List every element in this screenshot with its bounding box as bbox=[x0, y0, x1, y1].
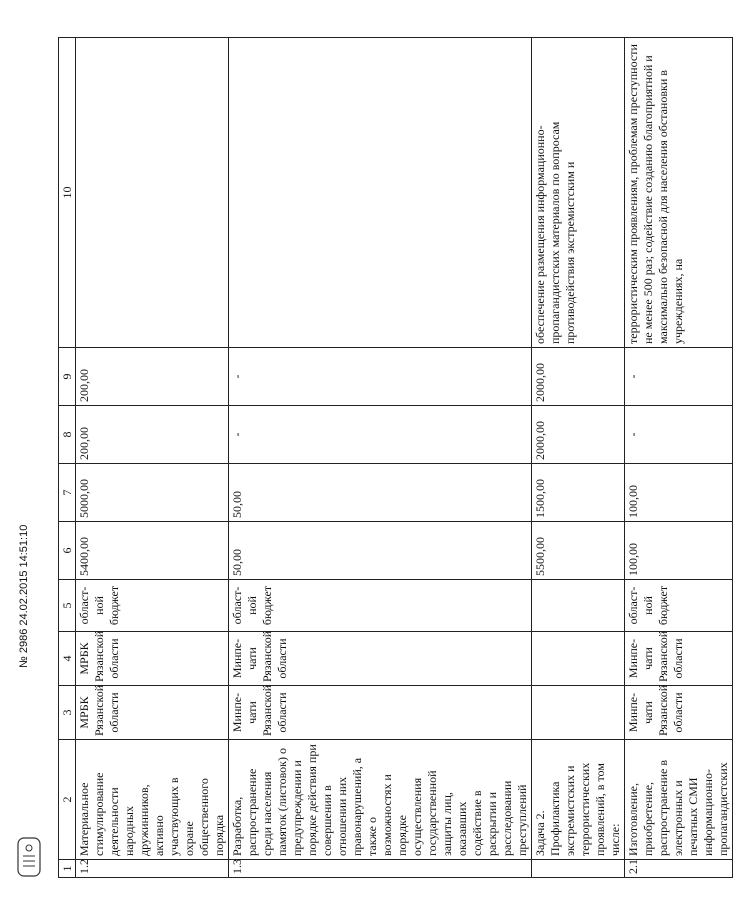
header-cell: 6 bbox=[59, 522, 76, 580]
grant-manager: Минпе-чати Рязанской области bbox=[625, 632, 733, 686]
amount-year1: 50,00 bbox=[229, 464, 532, 522]
amount-year1: 5000,00 bbox=[76, 464, 229, 522]
funding-source: област-ной бюджет bbox=[76, 580, 229, 632]
expected-result bbox=[229, 38, 532, 348]
amount-year2: 2000,00 bbox=[532, 406, 625, 464]
measure-text: Изготовление, приобретение, распространение в электронных и печатных СМИ информационно-пропагандистских bbox=[625, 740, 733, 860]
funding-source: област-ной бюджет bbox=[229, 580, 532, 632]
header-cell: 2 bbox=[59, 740, 76, 860]
amount-year2: - bbox=[229, 406, 532, 464]
expected-result: обеспечение размещения информационно-пропагандистских материалов по вопросам противодействия экстремистским и bbox=[532, 38, 625, 348]
amount-year3: 200,00 bbox=[76, 348, 229, 406]
program-table bbox=[58, 37, 733, 878]
measure-text: Задача 2. Профилактика экстремистских и террористических проявлений, в том числе: bbox=[532, 740, 625, 860]
responsible-executor: Минпе-чати Рязанской области bbox=[229, 686, 532, 740]
responsible-executor bbox=[532, 686, 625, 740]
header-row bbox=[59, 38, 76, 878]
amount-total: 5500,00 bbox=[532, 522, 625, 580]
header-cell: 7 bbox=[59, 464, 76, 522]
table-row bbox=[229, 38, 532, 878]
amount-year3: - bbox=[229, 348, 532, 406]
table-row bbox=[76, 38, 229, 878]
grant-manager: МРБК Рязанской области bbox=[76, 632, 229, 686]
amount-year2: - bbox=[625, 406, 733, 464]
amount-year3: - bbox=[625, 348, 733, 406]
responsible-executor: МРБК Рязанской области bbox=[76, 686, 229, 740]
amount-year1: 1500,00 bbox=[532, 464, 625, 522]
header-cell: 4 bbox=[59, 632, 76, 686]
rotated-table-sheet bbox=[58, 38, 730, 878]
grant-manager: Минпе-чати Рязанской области bbox=[229, 632, 532, 686]
responsible-executor: Минпе-чати Рязанской области bbox=[625, 686, 733, 740]
row-number: 2.1 bbox=[625, 860, 733, 878]
amount-total: 5400,00 bbox=[76, 522, 229, 580]
amount-total: 100,00 bbox=[625, 522, 733, 580]
amount-total: 50,00 bbox=[229, 522, 532, 580]
table-row bbox=[532, 38, 625, 878]
row-number: 1.3 bbox=[229, 860, 532, 878]
registration-stamp-icon bbox=[14, 836, 44, 878]
funding-source bbox=[532, 580, 625, 632]
row-number bbox=[532, 860, 625, 878]
header-cell: 1 bbox=[59, 860, 76, 878]
header-cell: 9 bbox=[59, 348, 76, 406]
measure-text: Разработка, распространение среди населения памяток (листовок) о предупреждении и порядке действия при совершении в отношении них правонарушений, а также о возможностях и порядке осуществления государственной защиты лиц, оказавших содействие в раскрытии и расследовании преступлений bbox=[229, 740, 532, 860]
funding-source: област-ной бюджет bbox=[625, 580, 733, 632]
header-cell: 8 bbox=[59, 406, 76, 464]
amount-year2: 200,00 bbox=[76, 406, 229, 464]
grant-manager bbox=[532, 632, 625, 686]
table-row bbox=[625, 38, 733, 878]
amount-year3: 2000,00 bbox=[532, 348, 625, 406]
header-cell: 5 bbox=[59, 580, 76, 632]
row-number: 1.2 bbox=[76, 860, 229, 878]
registration-number: № 2986 24.02.2015 14:51:10 bbox=[18, 524, 30, 668]
expected-result: террористическим проявлениям, проблемам преступности не менее 500 раз; содействие созданию благоприятной и максимально безопасной для населения обстановки в учреждениях, на bbox=[625, 38, 733, 348]
amount-year1: 100,00 bbox=[625, 464, 733, 522]
measure-text: Материальное стимулирование деятельности народных дружинников, активно участвующих в охране общественного порядка bbox=[76, 740, 229, 860]
header-cell: 10 bbox=[59, 38, 76, 348]
expected-result bbox=[76, 38, 229, 348]
header-cell: 3 bbox=[59, 686, 76, 740]
